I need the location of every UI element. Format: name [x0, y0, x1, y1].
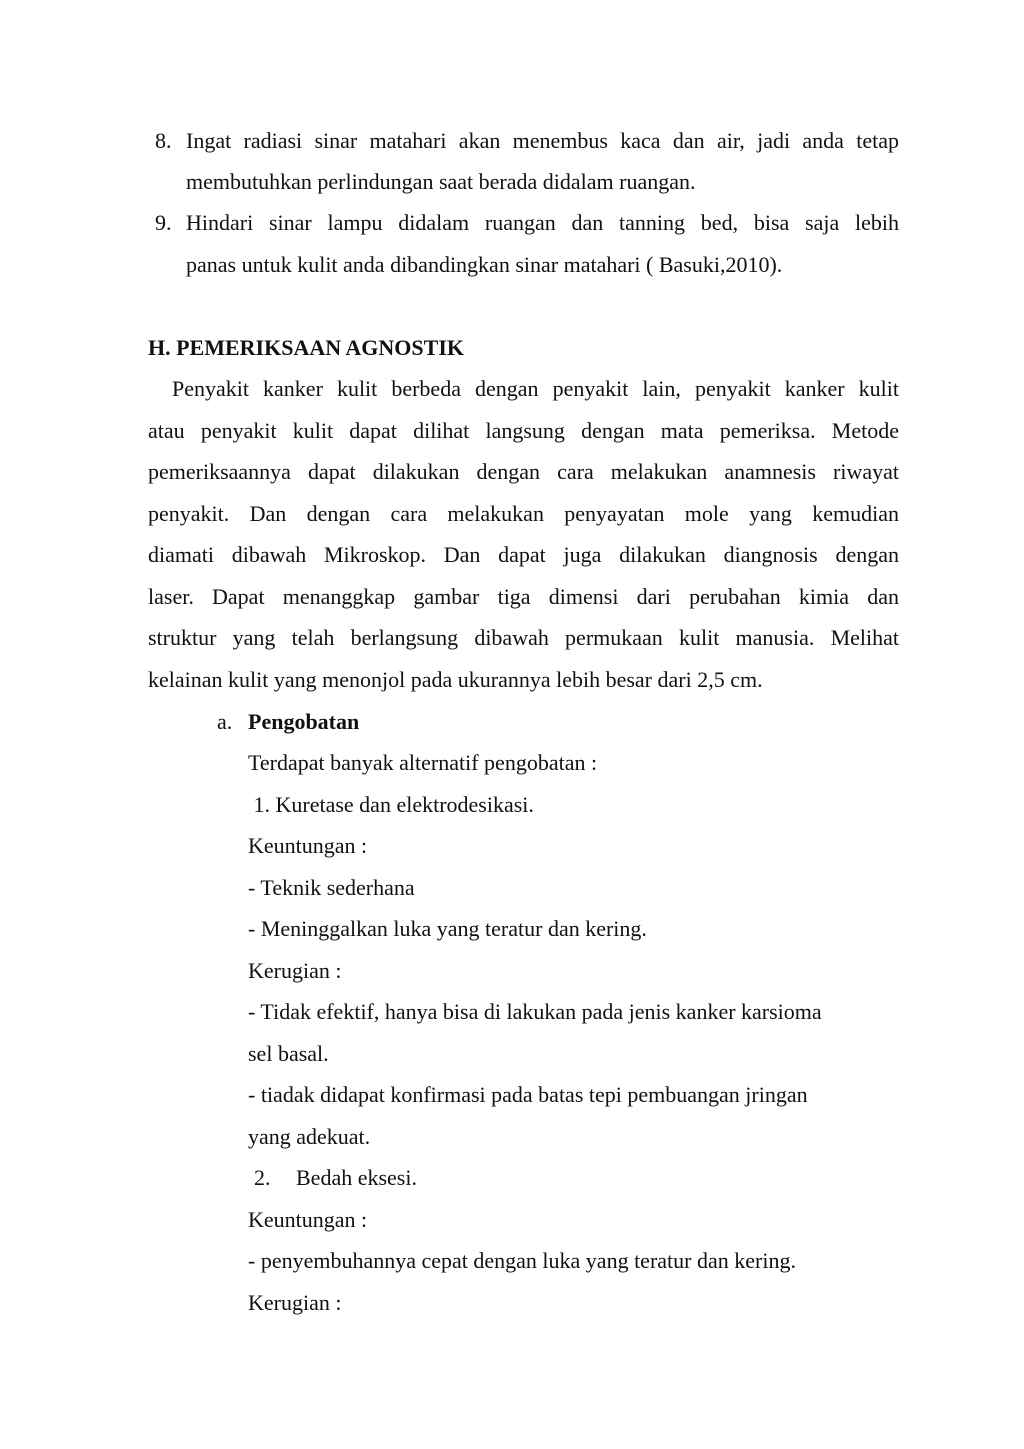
treatment-1-keuntungan-label: Keuntungan :	[248, 833, 368, 858]
treatment-1-kerugian-3: - tiadak didapat konfirmasi pada batas tepi pembuangan jringan	[248, 1082, 808, 1107]
paragraph-line-5: diamati dibawah Mikroskop. Dan dapat juga dilakukan diangnosis dengan	[148, 542, 899, 567]
treatment-1-title: 1. Kuretase dan elektrodesikasi.	[248, 792, 534, 817]
treatment-1-keuntungan-1: - Teknik sederhana	[248, 875, 415, 900]
treatment-1-kerugian-label: Kerugian :	[248, 958, 342, 983]
treatment-2-title: Bedah eksesi.	[296, 1165, 417, 1190]
paragraph-line-2: atau penyakit kulit dapat dilihat langsung dengan mata pemeriksa. Metode	[148, 418, 899, 443]
treatment-1-kerugian-1: - Tidak efektif, hanya bisa di lakukan pada jenis kanker karsioma	[248, 999, 822, 1024]
treatment-1-keuntungan-2: - Meninggalkan luka yang teratur dan kering.	[248, 916, 647, 941]
subsection-intro: Terdapat banyak alternatif pengobatan :	[248, 750, 598, 775]
subsection-marker: a.	[217, 709, 233, 734]
section-heading: H. PEMERIKSAAN AGNOSTIK	[148, 335, 464, 360]
treatment-2-keuntungan-1: - penyembuhannya cepat dengan luka yang teratur dan kering.	[248, 1248, 796, 1273]
paragraph-line-1: Penyakit kanker kulit berbeda dengan penyakit lain, penyakit kanker kulit	[172, 376, 899, 401]
paragraph-line-4: penyakit. Dan dengan cara melakukan penyayatan mole yang kemudian	[148, 501, 899, 526]
treatment-2-kerugian-label: Kerugian :	[248, 1290, 342, 1315]
treatment-2-number: 2.	[254, 1165, 271, 1190]
subsection-title: Pengobatan	[248, 709, 360, 734]
list-item-9-line-1: Hindari sinar lampu didalam ruangan dan tanning bed, bisa saja lebih	[186, 210, 899, 235]
treatment-1-kerugian-4: yang adekuat.	[248, 1124, 371, 1149]
paragraph-line-7: struktur yang telah berlangsung dibawah permukaan kulit manusia. Melihat	[148, 625, 899, 650]
treatment-1-kerugian-2: sel basal.	[248, 1041, 329, 1066]
paragraph-line-6: laser. Dapat menanggkap gambar tiga dimensi dari perubahan kimia dan	[148, 584, 899, 609]
list-item-9-line-2: panas untuk kulit anda dibandingkan sinar matahari ( Basuki,2010).	[186, 252, 783, 277]
treatment-2-keuntungan-label: Keuntungan :	[248, 1207, 368, 1232]
list-number-9: 9.	[155, 210, 172, 235]
list-number-8: 8.	[155, 128, 172, 153]
paragraph-line-3: pemeriksaannya dapat dilakukan dengan cara melakukan anamnesis riwayat	[148, 459, 899, 484]
list-item-8-line-1: Ingat radiasi sinar matahari akan menembus kaca dan air, jadi anda tetap	[186, 128, 899, 153]
list-item-8-line-2: membutuhkan perlindungan saat berada didalam ruangan.	[186, 169, 696, 194]
paragraph-line-8: kelainan kulit yang menonjol pada ukurannya lebih besar dari 2,5 cm.	[148, 667, 763, 692]
